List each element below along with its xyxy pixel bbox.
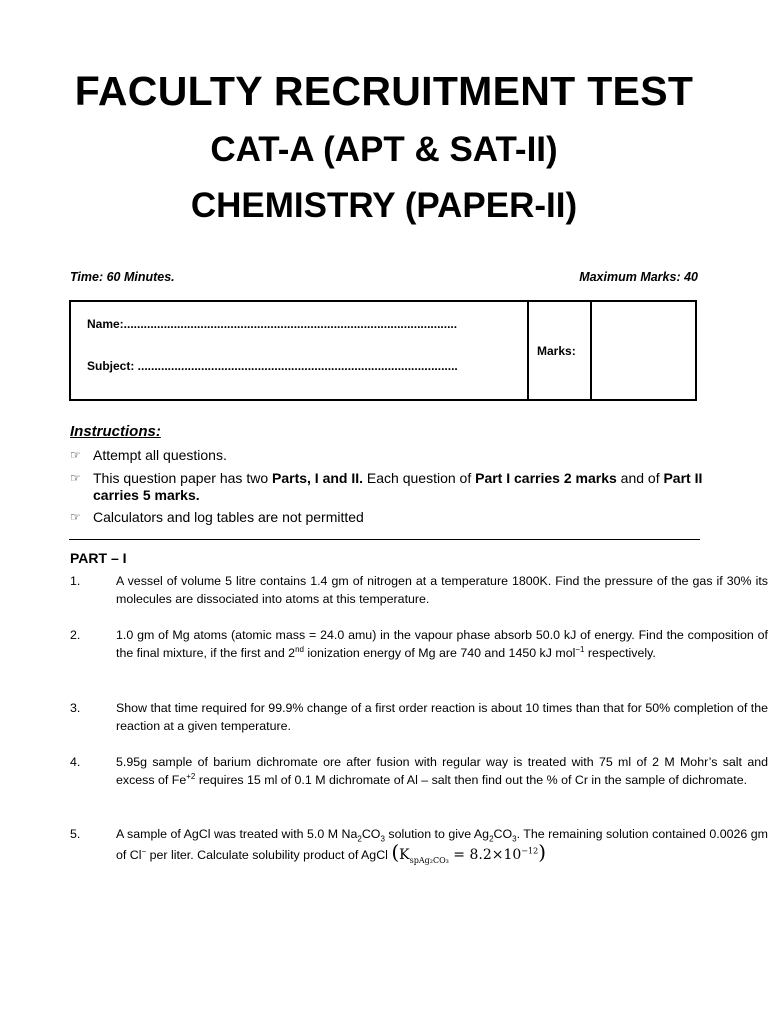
ksp-expression: $(K_{spAg_2CO_3} = 8.2\times 10^{-12})$ [391,840,546,865]
pointing-hand-icon: ☞ [70,448,81,462]
instructions-heading: Instructions: [70,423,161,440]
question-number: 5. [70,827,81,841]
question-text: A sample of AgCl was treated with 5.0 M $Na_2CO_3$ solution to give $Ag_2CO_3$. The remaining solution contained 0.0026 gm of Cl− per liter. Calculate solubility product of AgCl $(K_{spAg_2CO_3} = 8.2\times 10^{-12})$ [116,827,768,865]
part-heading: PART – I [70,550,127,566]
question-number: 2. [70,628,81,642]
section-divider [69,539,700,540]
question-number: 4. [70,755,81,769]
box-divider [590,302,592,399]
question-number: 3. [70,701,81,715]
page-subtitle: CAT-A (APT & SAT-II) [210,130,558,169]
max-marks-label: Maximum Marks: 40 [579,270,698,284]
question-text: Show that time required for 99.9% change of a first order reaction is about 10 times than that for 50% completion of the reaction at a given temperature. [116,701,768,733]
name-field[interactable]: Name:.................................................................................................... [87,317,458,331]
question-text: 5.95g sample of barium dichromate ore after fusion with regular way is treated with 75 ml of 2 M Mohr’s salt and excess of $Fe^{+2}$ requires 15 ml of 0.1 M dichromate of Al – salt then find out the % of Cr in the sample of dichromate. [116,755,768,787]
pointing-hand-icon: ☞ [70,510,81,524]
instruction-text: This question paper has two Parts, I and II. Each question of Part I carries 2 marks and of Part II carries 5 marks. [93,470,703,503]
marks-label: Marks: [537,344,576,358]
time-label: Time: 60 Minutes. [70,270,175,284]
instruction-text: Calculators and log tables are not permitted [93,509,364,525]
candidate-info-box [69,300,697,401]
paper-title: CHEMISTRY (PAPER-II) [190,186,578,225]
question-text: A vessel of volume 5 litre contains 1.4 gm of nitrogen at a temperature 1800K. Find the pressure of the gas if 30% its molecules are dissociated into atoms at this temperature. [116,574,768,606]
question-text: 1.0 gm of Mg atoms (atomic mass = 24.0 amu) in the vapour phase absorb 50.0 kJ of energy. Find the composition of the final mixture, if the first and 2nd ionization energy of Mg are 740 and 1450 kJ mol$^{-1}$ respectively. [116,628,768,660]
subject-field[interactable]: Subject: ................................................................................................ [87,359,458,373]
instruction-text: Attempt all questions. [93,447,227,463]
question-number: 1. [70,574,81,588]
page-title: FACULTY RECRUITMENT TEST [74,68,694,114]
box-divider [527,302,529,399]
pointing-hand-icon: ☞ [70,471,81,485]
